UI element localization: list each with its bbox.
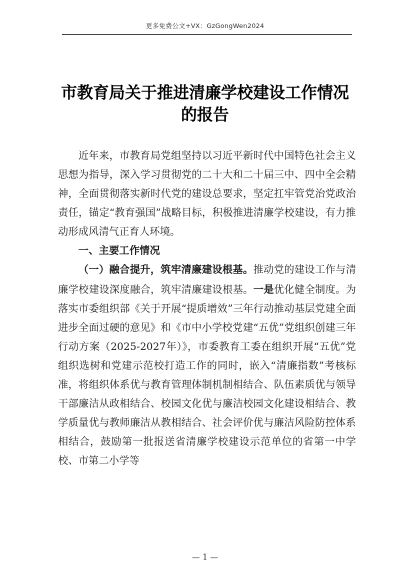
subsection-heading: （一）融合提升，筑牢清廉建设根基。: [78, 264, 254, 277]
page-number: — 1 —: [191, 553, 219, 562]
point-text: 优化健全制度。为落实市委组织部《关于开展“提质增效”三年行动推动基层党建全面进步全面过硬的意见》和《市中小学校党建“五优”党组织创建三年行动方案（2025-2027年）》，市委教育工委在组织开展“五优”党组织选树和党建示范校打造工作的同时，嵌入“清廉指数”考核标准，将组织体系优与教育管理体制机制相结合、队伍素质优与领导干部廉洁从政相结合、校园文化优与廉洁校园文化建设相结合、教学质量优与教师廉洁从教相结合、社会评价优与廉洁风险防控体系相结合，鼓励第一批报送省清廉学校建设示范单位的省第一中学校、市第二小学等: [58, 285, 357, 467]
point-marker: 一是: [253, 284, 274, 297]
title-line-2: 的报告: [180, 105, 229, 124]
document-title: [40, 82, 370, 126]
title-line-1: 市教育局关于推进清廉学校建设工作情况: [60, 83, 349, 102]
subsection-text: 推动党的建设工作与清廉学校建设深度融合，筑牢清廉建设根基。: [58, 265, 357, 297]
section-heading: 一、主要工作情况: [78, 245, 160, 257]
subsection-paragraph: [58, 261, 356, 471]
header-divider: [62, 34, 352, 35]
document-body: [58, 148, 356, 471]
intro-paragraph: 近年来，市教育局党组坚持以习近平新时代中国特色社会主义思想为指导，深入学习贯彻党的二十大和二十届三中、四中全会精神，全面贯彻落实新时代党的建设总要求，坚定扛牢管党治党政治责任，锚定“教育强国”战略目标，积极推进清廉学校建设，有力推动形成风清气正育人环境。: [58, 151, 356, 238]
page-header: 更多免费公文+VX：GzGongWen2024: [145, 22, 265, 30]
